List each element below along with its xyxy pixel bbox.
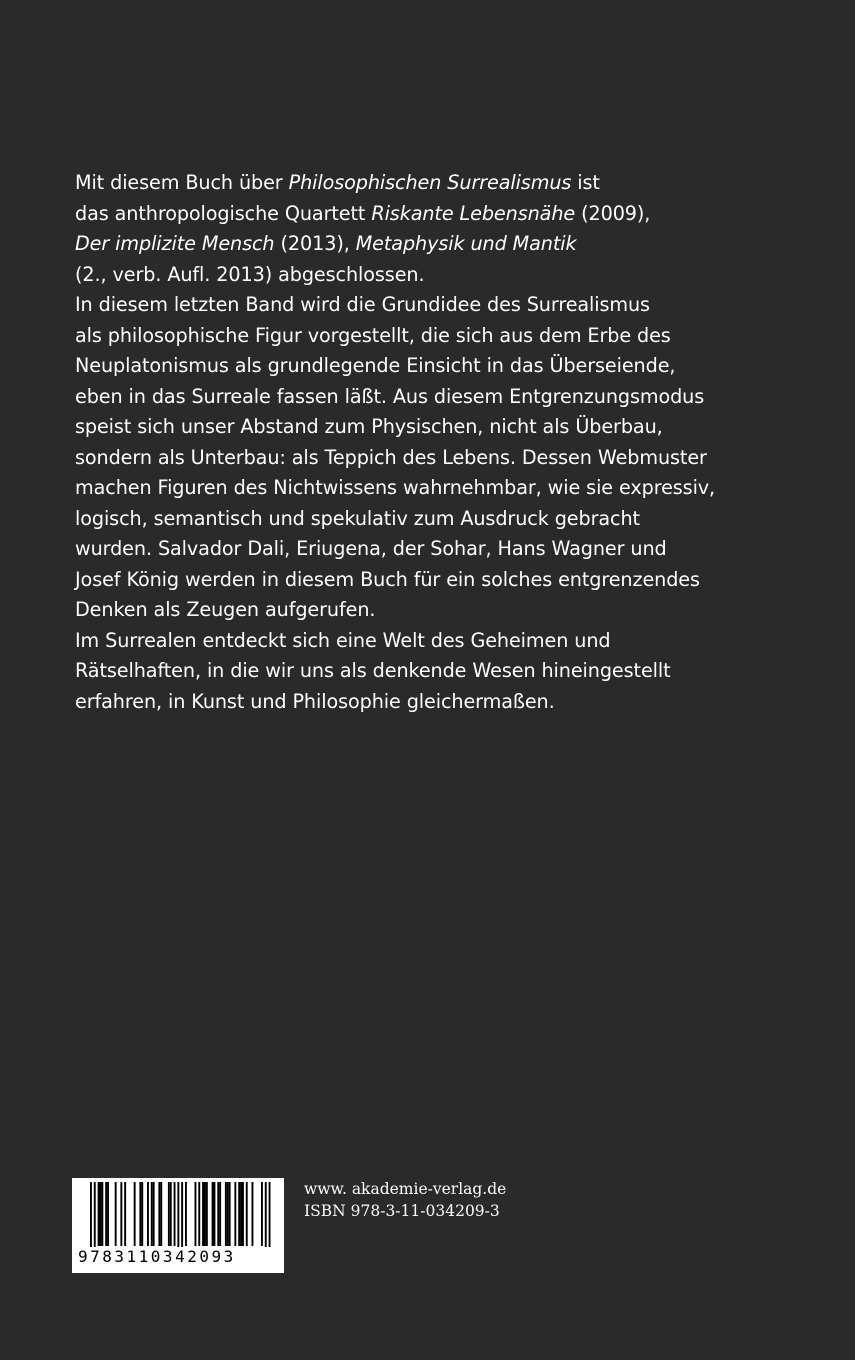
- blurb-text: (2., verb. Aufl. 2013) abgeschlossen.: [75, 262, 425, 286]
- barcode-digits: 9783110342093: [78, 1247, 278, 1267]
- barcode-bar: [242, 1182, 244, 1246]
- blurb-text: wurden. Salvador Dali, Eriugena, der Sohar, Hans Wagner und: [75, 537, 667, 560]
- blurb-text: Rätselhaften, in die wir uns als denkende Wesen hineingestellt: [75, 659, 671, 682]
- barcode-bar: [212, 1182, 214, 1246]
- blurb-italic-title: Philosophischen Surrealismus: [288, 171, 572, 194]
- barcode-bar: [238, 1182, 240, 1246]
- barcode-bar: [160, 1182, 162, 1246]
- blurb-text: als philosophische Figur vorgestellt, die sich aus dem Erbe des: [75, 323, 671, 347]
- blurb-line: [75, 565, 765, 596]
- barcode-bar: [246, 1182, 248, 1246]
- barcode-bar: [240, 1182, 242, 1246]
- blurb-line: [75, 534, 765, 565]
- barcode-bar: [141, 1182, 143, 1246]
- barcode-bar: [206, 1182, 208, 1246]
- barcode-bar: [195, 1182, 197, 1246]
- barcode-bar: [151, 1182, 153, 1246]
- blurb-line: [75, 199, 765, 230]
- publisher-info: [304, 1178, 506, 1222]
- isbn-barcode: [72, 1178, 284, 1273]
- barcode-bar: [202, 1182, 204, 1246]
- blurb-text: (2013),: [274, 232, 356, 255]
- barcode-bar: [98, 1182, 100, 1246]
- isbn-number: ISBN 978-3-11-034209-3: [304, 1202, 500, 1220]
- blurb-text: erfahren, in Kunst und Philosophie gleichermaßen.: [75, 689, 555, 713]
- blurb-line: [75, 290, 765, 321]
- barcode-bar: [107, 1182, 109, 1246]
- blurb-text: Denken als Zeugen aufgerufen.: [75, 598, 376, 621]
- barcode-bar: [234, 1182, 236, 1246]
- barcode-bar: [100, 1182, 102, 1246]
- blurb-line: [75, 351, 765, 382]
- blurb-text: ist: [571, 171, 600, 194]
- blurb-line: [75, 473, 765, 504]
- barcode-bar: [219, 1182, 221, 1246]
- barcode-bar: [225, 1182, 227, 1246]
- barcode-bar: [124, 1182, 126, 1246]
- barcode-bar: [214, 1182, 216, 1246]
- barcode-bar: [227, 1182, 229, 1246]
- blurb-line: [75, 412, 765, 443]
- blurb-line: [75, 168, 765, 199]
- barcode-bar: [229, 1182, 231, 1246]
- barcode-bar: [198, 1182, 200, 1246]
- blurb-line: [75, 260, 765, 291]
- barcode-bar: [217, 1182, 219, 1246]
- blurb-line: [75, 656, 765, 687]
- blurb-line: [75, 229, 765, 260]
- blurb-text: In diesem letzten Band wird die Grundidee des Surrealismus: [75, 293, 650, 316]
- blurb-text: logisch, semantisch und spekulativ zum Ausdruck gebracht: [75, 506, 640, 530]
- barcode-bar: [153, 1182, 155, 1246]
- barcode-bar: [120, 1182, 122, 1246]
- barcode-bar: [115, 1182, 117, 1246]
- blurb-line: [75, 626, 765, 657]
- barcode-bar: [168, 1182, 170, 1246]
- blurb-line: [75, 595, 765, 626]
- barcode-bar: [105, 1182, 107, 1246]
- blurb-text: Mit diesem Buch über: [75, 171, 289, 194]
- blurb-text: eben in das Surreale fassen läßt. Aus diesem Entgrenzungsmodus: [75, 384, 705, 408]
- blurb-line: [75, 443, 765, 474]
- blurb-italic-title: Metaphysik und Mantik: [355, 232, 577, 255]
- blurb-line: [75, 687, 765, 718]
- blurb-italic-title: Riskante Lebensnähe: [371, 201, 576, 225]
- blurb-line: [75, 321, 765, 352]
- blurb-italic-title: Der implizite Mensch: [75, 232, 275, 255]
- barcode-bar: [174, 1182, 176, 1246]
- barcode-bar: [185, 1182, 187, 1246]
- back-cover-blurb: [75, 168, 765, 717]
- barcode-bar: [134, 1182, 136, 1246]
- barcode-bar: [252, 1182, 254, 1246]
- barcode-bar: [158, 1182, 160, 1246]
- blurb-text: Neuplatonismus als grundlegende Einsicht in das Überseiende,: [75, 354, 676, 377]
- publisher-website: www. akademie-verlag.de: [304, 1180, 507, 1198]
- blurb-text: speist sich unser Abstand zum Physischen, nicht als Überbau,: [75, 415, 663, 438]
- blurb-line: [75, 382, 765, 413]
- barcode-bar: [204, 1182, 206, 1246]
- blurb-line: [75, 504, 765, 535]
- barcode-bar: [101, 1182, 103, 1246]
- blurb-text: Im Surrealen entdeckt sich eine Welt des Geheimen und: [75, 628, 611, 652]
- blurb-text: sondern als Unterbau: als Teppich des Lebens. Dessen Webmuster: [75, 445, 707, 469]
- blurb-text: das anthropologische Quartett: [75, 201, 372, 225]
- blurb-text: Josef König werden in diesem Buch für ein solches entgrenzendes: [75, 567, 700, 591]
- barcode-bar: [147, 1182, 149, 1246]
- barcode-bar: [261, 1182, 263, 1246]
- blurb-text: machen Figuren des Nichtwissens wahrnehmbar, wie sie expressiv,: [75, 476, 716, 499]
- barcode-bar: [139, 1182, 141, 1246]
- barcode-bar: [170, 1182, 172, 1246]
- blurb-text: (2009),: [575, 201, 651, 225]
